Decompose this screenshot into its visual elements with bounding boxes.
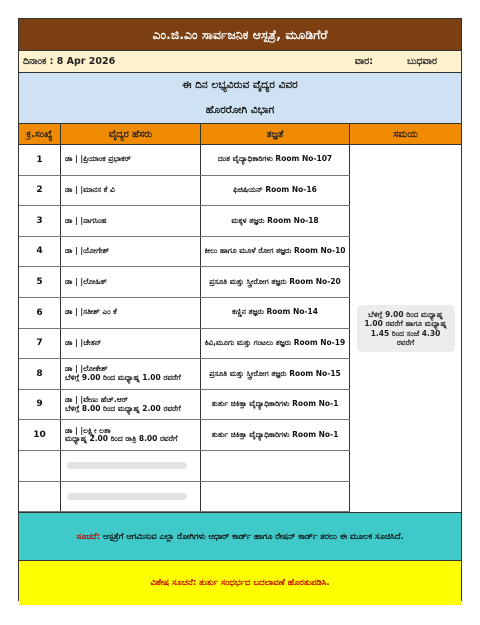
notice-board [18,18,462,601]
doctor-hours: ಬೆಳಿಗ್ಗೆ 8.00 ರಿಂದ ಮಧ್ಯಾಹ್ನ 2.00 ರವರೆಗೆ [65,403,181,413]
table-row [19,390,350,421]
doctor-name-cell [61,329,201,359]
hospital-title: ಎಂ.ಜಿ.ಎಂ ಸಾರ್ವಜನಿಕ ಆಸ್ಪತ್ರೆ, ಮೂಡಿಗೆರೆ [19,19,461,51]
doctor-name-cell [61,359,201,389]
row-number: 10 [19,420,61,450]
table-row [19,298,350,329]
timing-text: ಬೆಳಿಗ್ಗೆ 9.00 ರಿಂದ ಮಧ್ಯಾಹ್ನ 1.00 ರವರೆಗೆ ಹಾಗೂ ಮಧ್ಯಾಹ್ನ 1.45 ರಿಂದ ಸಂಜೆ 4.30 ರವರೆಗೆ [357,305,455,353]
header-sl: ಕ್ರ.ಸಂಖ್ಯೆ [19,124,61,144]
weekday-value: ಬುಧವಾರ [406,56,438,67]
row-number: 6 [19,298,61,328]
header-name: ವೈದ್ಯರ ಹೆಸರು [61,124,201,144]
doctor-name-cell [61,482,201,512]
table-row [19,420,350,451]
doctor-name-cell [61,451,201,481]
table-header [19,124,461,145]
doctor-hours: ಬೆಳಿಗ್ಗೆ 9.00 ರಿಂದ ಮಧ್ಯಾಹ್ನ 1.00 ರವರೆಗೆ [65,372,181,382]
row-number: 9 [19,390,61,420]
doctor-name-cell [61,176,201,206]
blank-placeholder [67,462,187,469]
doctor-department: ಪ್ರಸೂತಿ ಮತ್ತು ಸ್ತ್ರೀರೋಗ ತಜ್ಞರು Room No-15 [201,359,350,389]
table-row [19,267,350,298]
row-number: 2 [19,176,61,206]
doctor-rows [19,145,350,512]
table-row [19,206,350,237]
department-title: ಹೊರರೋಗಿ ವಿಭಾಗ [205,104,275,116]
header-time: ಸಮಯ [393,128,418,140]
doctor-department: ಪ್ರಸೂತಿ ಮತ್ತು ಸ್ತ್ರೀರೋಗ ತಜ್ಞರು Room No-20 [201,267,350,297]
doctor-name: ಡಾ | |ಲೋಹಿತ್ [65,276,107,286]
row-number: 5 [19,267,61,297]
date-value: 8 Apr 2026 [56,56,116,67]
table-row [19,176,350,207]
special-note: ವಿಶೇಷ ಸೂಚನೆ: ತುರ್ತು ಸಂಧರ್ಭದ ಬದಲಾವಣೆ ಹೊರತುಪಡಿಸಿ. [19,561,461,605]
blank-placeholder [67,493,187,500]
doctor-department: ಮಕ್ಕಳ ತಜ್ಞರು Room No-18 [201,206,350,236]
doctor-name: ಡಾ | |ಲಕ್ಷ್ಮೀ ಲತಾ [65,425,111,435]
row-number: 1 [19,145,61,175]
doctor-name: ಡಾ | |ವೇಣು ಹೆಚ್.ಆರ್ [65,394,128,404]
doctor-name-cell [61,420,201,450]
doctor-name-cell [61,145,201,175]
doctor-department: ಕಿವಿ,ಮೂಗು ಮತ್ತು ಗಂಟಲು ತಜ್ಞರು Room No-19 [201,329,350,359]
weekday-label: ವಾರ: [354,56,373,67]
doctor-name-cell [61,206,201,236]
empty-row [19,451,350,482]
doctor-name-cell [61,237,201,267]
table-row [19,145,350,176]
row-number: 7 [19,329,61,359]
doctor-department: ತುರ್ತು ಚಿಕಿತ್ಸಾ ವೈದ್ಯಾಧಿಕಾರಿಗಳು Room No-1 [201,420,350,450]
doctor-hours: ಮಧ್ಯಾಹ್ನ 2.00 ರಿಂದ ರಾತ್ರಿ 8.00 ರವರೆಗೆ [65,434,178,444]
notice-note [19,513,461,561]
table-row [19,237,350,268]
doctor-department: ಫಿಜಿಷಿಯನ್ Room No-16 [201,176,350,206]
table-row [19,329,350,360]
doctor-name: ಡಾ | |ಯೋಗೇಶ್ [65,246,110,256]
doctor-name: ಡಾ | |ಪ್ರಿಯಾಂಕ ಪ್ರಭಾಕರ್ [65,154,131,164]
empty-row [19,482,350,513]
doctor-department: ಕಣ್ಣಿನ ತಜ್ಞರು Room No-14 [201,298,350,328]
doctor-department: ತುರ್ತು ಚಿಕಿತ್ಸಾ ವೈದ್ಯಾಧಿಕಾರಿಗಳು Room No-1 [201,390,350,420]
doctor-name-cell [61,267,201,297]
note-text: ಆಸ್ಪತ್ರೆಗೆ ಆಗಮಿಸುವ ಎಲ್ಲಾ ರೋಗಿಗಳು ಆಧಾರ್ ಕಾರ್ಡ್ ಹಾಗೂ ರೇಷನ್ ಕಾರ್ಡ್ ತರಲು ಈ ಮೂಲಕ ಸೂಚಿಸಿದೆ. [102,531,404,542]
timing-cell [350,145,461,512]
doctor-department [201,482,350,512]
row-number: 4 [19,237,61,267]
doctor-name: ಡಾ | |ಸತೀಶ್ ಎಂ ಕೆ [65,307,117,317]
date-label: ದಿನಾಂಕ : [23,56,54,67]
doctor-name-cell [61,298,201,328]
row-number [19,482,61,512]
row-number: 8 [19,359,61,389]
doctor-department [201,451,350,481]
doctor-name: ಡಾ | |ನಾಗಸಿಂಹ [65,215,107,225]
date-field [19,56,253,67]
info-box [19,73,461,124]
row-number: 3 [19,206,61,236]
doctor-department: ದಂತ ವೈದ್ಯಾಧಿಕಾರಿಗಳು Room No-107 [201,145,350,175]
doctor-department: ಕೀಲು ಹಾಗೂ ಮೂಳೆ ರೋಗ ತಜ್ಞರು Room No-10 [201,237,350,267]
doctor-name: ಡಾ | |ಲೋಕೇಶ್ [65,364,108,374]
note-label: ಸೂಚನೆ: [76,531,101,542]
doctor-name: ಡಾ | |ಮಾನಸ ಕೆ ವಿ [65,185,115,195]
row-number [19,451,61,481]
doctor-name-cell [61,390,201,420]
doctor-table [19,145,461,513]
table-row [19,359,350,390]
doctor-name: ಡಾ | |ಚೇತನ್ [65,338,102,348]
header-dept: ತಜ್ಞತೆ [201,124,350,144]
date-row [19,51,461,73]
info-line: ಈ ದಿನ ಲಭ್ಯವಿರುವ ವೈದ್ಯರ ವಿವರ [182,79,298,91]
